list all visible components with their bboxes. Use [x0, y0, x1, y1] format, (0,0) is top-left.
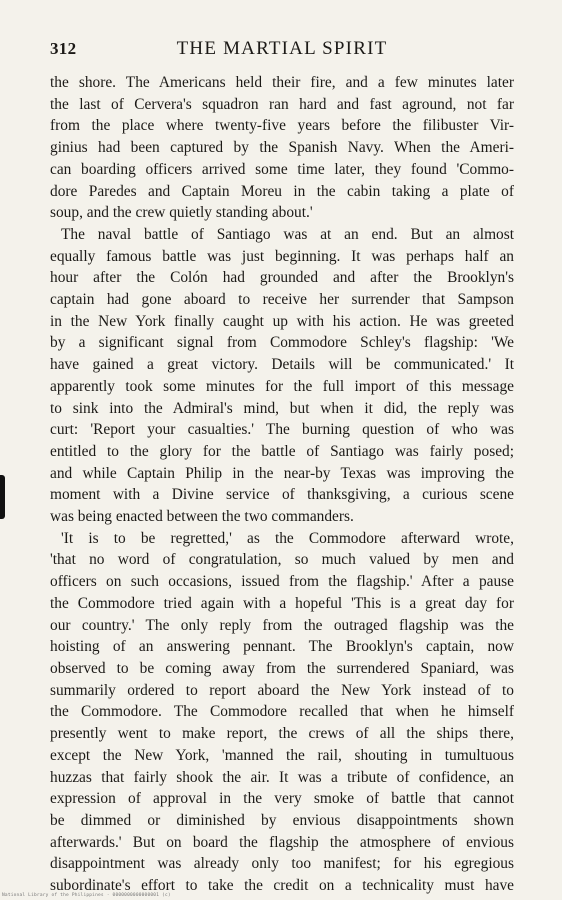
text-line: subordinate's effort to take the credit on a technicality must have	[50, 877, 514, 895]
text-line: moment with a Divine service of thanksgiving, a curious scene	[50, 486, 514, 504]
text-line: 'that no word of congratulation, so much valued by men and	[50, 551, 514, 569]
text-line: our country.' The only reply from the outraged flagship was the	[50, 616, 514, 634]
text-line: except the New York, 'manned the rail, shouting in tumultuous	[50, 746, 514, 764]
text-line: the shore. The Americans held their fire, and a few minutes later	[50, 74, 514, 91]
text-line: hour after the Colón had grounded and after the Brooklyn's	[50, 269, 514, 287]
scan-footer: National Library of the Philippines · 0000000000000001 (c)	[2, 893, 171, 898]
text-line: summarily ordered to report aboard the New York instead of to	[50, 681, 514, 699]
text-line: to sink into the Admiral's mind, but when it did, the reply was	[50, 399, 514, 417]
text-line: apparently took some minutes for the full import of this message	[50, 377, 514, 395]
text-line: from the place where twenty-five years before the filibuster Vir-	[50, 117, 514, 135]
page-header	[50, 38, 514, 62]
text-line: by a significant signal from Commodore Schley's flagship: 'We	[50, 334, 514, 352]
text-line: can boarding officers arrived some time later, they found 'Commo-	[50, 160, 514, 178]
text-line: observed to be coming away from the surrendered Spaniard, was	[50, 659, 514, 677]
text-line: ginius had been captured by the Spanish Navy. When the Ameri-	[50, 139, 514, 157]
running-head: THE MARTIAL SPIRIT	[176, 38, 388, 59]
text-line: and while Captain Philip in the near-by Texas was improving the	[50, 464, 514, 482]
text-line: was being enacted between the two commanders.	[50, 508, 354, 526]
text-line: be dimmed or diminished by envious disappointments shown	[50, 811, 514, 829]
text-line: the last of Cervera's squadron ran hard and fast aground, not far	[50, 95, 514, 113]
text-line: the Commodore. The Commodore recalled that when he himself	[50, 703, 514, 721]
text-line: in the New York finally caught up with his action. He was greeted	[50, 312, 514, 330]
text-line: soup, and the crew quietly standing about.'	[50, 204, 313, 222]
text-line: presently went to make report, the crews of all the ships there,	[50, 725, 514, 743]
scan-edge-mark	[0, 475, 5, 519]
text-line: hoisting of an answering pennant. The Brooklyn's captain, now	[50, 638, 514, 656]
text-line: curt: 'Report your casualties.' The burning question of who was	[50, 421, 514, 439]
text-line: the Commodore tried again with a hopeful 'This is a great day for	[50, 594, 514, 612]
text-line: equally famous battle was just beginning. It was perhaps half an	[50, 247, 514, 265]
text-line: expression of approval in the very smoke of battle that cannot	[50, 790, 514, 808]
text-line: officers on such occasions, issued from the flagship.' After a pause	[50, 573, 514, 591]
text-line: have gained a great victory. Details will be communicated.' It	[50, 356, 514, 374]
text-line: afterwards.' But on board the flagship the atmosphere of envious	[50, 833, 514, 851]
text-line: captain had gone aboard to receive her surrender that Sampson	[50, 291, 514, 309]
text-line: disappointment was already only too manifest; for his egregious	[50, 855, 514, 873]
page-number: 312	[50, 39, 77, 58]
paragraph	[50, 224, 514, 528]
paragraph	[50, 72, 514, 224]
text-line: dore Paredes and Captain Moreu in the cabin taking a plate of	[50, 182, 514, 200]
text-line: huzzas that fairly shook the air. It was a tribute of confidence, an	[50, 768, 514, 786]
paragraph	[50, 528, 514, 897]
body-text	[50, 72, 514, 897]
text-line: 'It is to be regretted,' as the Commodore afterward wrote,	[61, 529, 514, 547]
text-line: entitled to the glory for the battle of Santiago was fairly posed;	[50, 442, 514, 460]
text-line: The naval battle of Santiago was at an end. But an almost	[61, 225, 514, 243]
